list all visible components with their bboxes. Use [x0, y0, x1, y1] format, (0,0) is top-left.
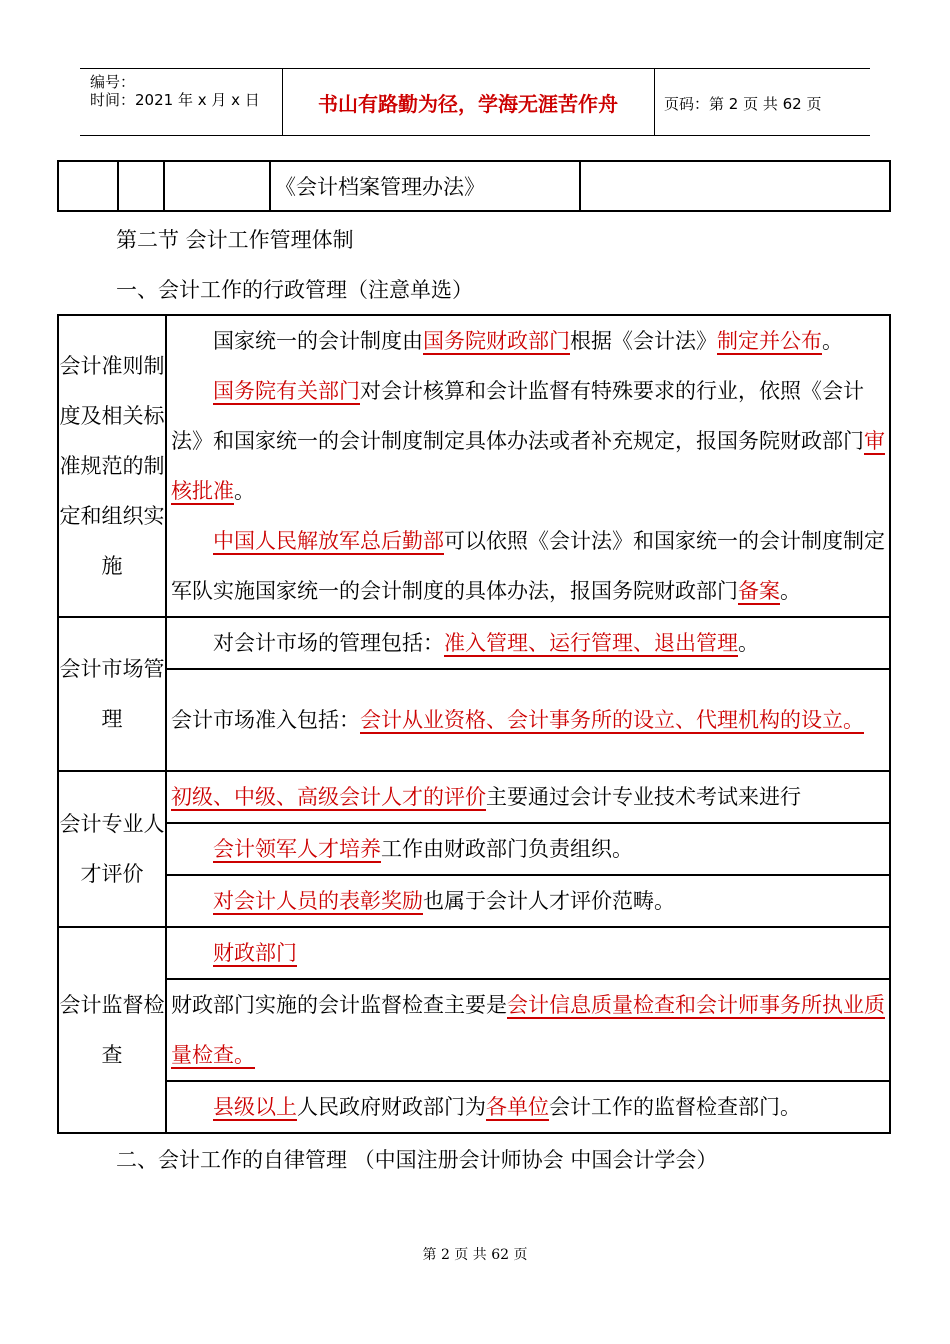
content-cell: 财政部门实施的会计监督检查主要是会计信息质量检查和会计师事务所执业质量检查。 [166, 979, 890, 1081]
content-cell [166, 315, 890, 617]
header-top-rule [80, 68, 870, 69]
header-divider [282, 68, 283, 135]
doc-number-label: 编号： [90, 73, 136, 91]
content-cell: 初级、中级、高级会计人才的评价主要通过会计专业技术考试来进行 [166, 771, 890, 823]
content-cell: 对会计市场的管理包括：准入管理、运行管理、退出管理。 [166, 617, 890, 669]
archive-table-fragment [57, 160, 891, 212]
doc-date-label: 时间：2021 年 x 月 x 日 [90, 91, 260, 109]
paragraph: 国务院有关部门对会计核算和会计监督有特殊要求的行业，依照《会计法》和国家统一的会计制度制定具体办法或者补充规定，报国务院财政部门审核批准。 [171, 379, 885, 503]
paragraph: 中国人民解放军总后勤部可以依照《会计法》和国家统一的会计制度制定军队实施国家统一的会计制度的具体办法，报国务院财政部门备案。 [171, 529, 885, 603]
table-row [58, 669, 890, 771]
table-cell [164, 161, 270, 211]
content-cell: 会计市场准入包括：会计从业资格、会计事务所的设立、代理机构的设立。 [166, 669, 890, 771]
content-cell: 财政部门 [166, 927, 890, 979]
page-info: 页码：第 2 页 共 62 页 [664, 95, 822, 113]
table-row [58, 1081, 890, 1133]
category-cell: 会计专业人才评价 [58, 771, 166, 927]
content-cell: 县级以上人民政府财政部门为各单位会计工作的监督检查部门。 [166, 1081, 890, 1133]
header-divider [654, 68, 655, 135]
table-cell [118, 161, 164, 211]
table-cell [58, 161, 118, 211]
part1-title: 一、会计工作的行政管理（注意单选） [116, 278, 473, 302]
content-cell: 会计领军人才培养工作由财政部门负责组织。 [166, 823, 890, 875]
table-row [58, 617, 890, 669]
page-footer: 第 2 页 共 62 页 [422, 1247, 528, 1263]
table-row [58, 875, 890, 927]
table-row [58, 979, 890, 1081]
category-cell: 会计市场管理 [58, 617, 166, 771]
part2-title: 二、会计工作的自律管理 （中国注册会计师协会 中国会计学会） [116, 1148, 718, 1172]
category-cell: 会计监督检查 [58, 927, 166, 1133]
table-cell-title: 《会计档案管理办法》 [270, 161, 580, 211]
table-row [58, 315, 890, 617]
section-title: 第二节 会计工作管理体制 [116, 228, 354, 252]
table-row [58, 927, 890, 979]
category-cell: 会计准则制度及相关标准规范的制定和组织实施 [58, 315, 166, 617]
admin-management-table [57, 314, 891, 1134]
header-motto: 书山有路勤为径，学海无涯苦作舟 [318, 92, 618, 116]
header-bottom-rule [80, 135, 870, 136]
table-row [58, 823, 890, 875]
content-cell: 对会计人员的表彰奖励也属于会计人才评价范畴。 [166, 875, 890, 927]
table-row [58, 771, 890, 823]
paragraph: 国家统一的会计制度由国务院财政部门根据《会计法》制定并公布。 [213, 329, 843, 353]
table-cell [580, 161, 890, 211]
